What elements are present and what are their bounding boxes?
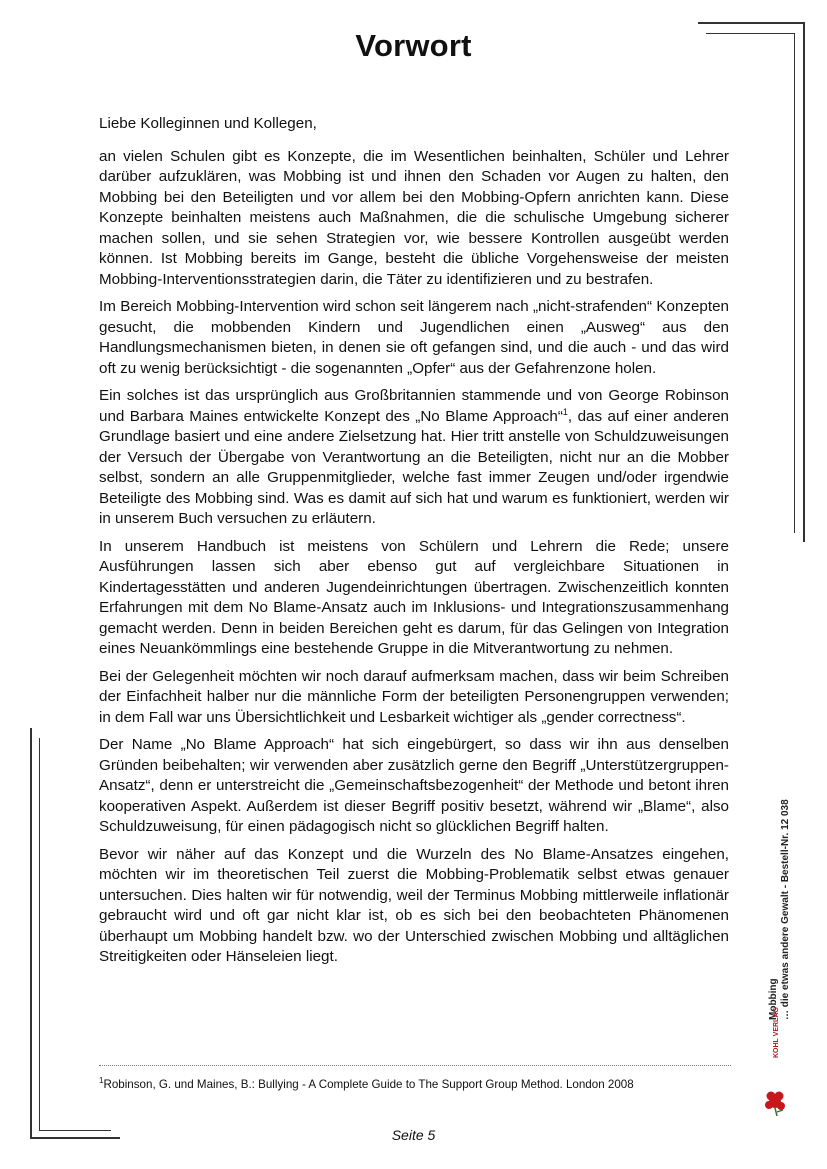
sidebar-line-1: Mobbing (768, 978, 779, 1020)
footnote-text: Robinson, G. und Maines, B.: Bullying - A Complete Guide to The Support Group Method. London 2008 (103, 1078, 634, 1091)
paragraph-3-text-start: Ein solches ist das ursprünglich aus Großbritannien stammende und von George Robinson und Barbara Maines entwickelte Konzept des „No Blame Approach“ (99, 387, 729, 425)
paragraph-3-text-end: , das auf einer anderen Grundlage basiert und eine andere Zielsetzung hat. Hier tritt anstelle von Schuldzuweisungen der Versuch der Übergabe von Verantwortung an die Beteiligten, nicht nur an die Mobber selbst, sondern an alle Gruppenmitglieder, welche fast immer Zeugen und/oder irgendwie Beteiligte des Mobbing sind. Was es damit auf sich hat und warum es funktioniert, werden wir in unserem Buch versuchen zu erläutern. (99, 407, 729, 527)
frame-top-right-horizontal-inner (706, 33, 794, 34)
paragraph-2: Im Bereich Mobbing-Intervention wird schon seit längerem nach „nicht-strafenden“ Konzepten gesucht, die mobbenden Kindern und Jugendlichen einen „Ausweg“ aus den Handlungsmechanismen bieten, in denen sie oft gefangen sind, und die auch - und das wird oft zu wenig berücksichtigt - die sogenannten „Opfer“ aus der Gefahrenzone holen. (99, 298, 729, 377)
sidebar-book-info (768, 750, 798, 1020)
paragraph-1: an vielen Schulen gibt es Konzepte, die im Wesentlichen beinhalten, Schüler und Lehrer darüber aufzuklären, was Mobbing ist und ihnen den Schaden vor Augen zu halten, den Mobbing bei den Beteiligten und vor allem bei den Mobbing-Opfern anrichten kann. Diese Konzepte beinhalten meistens auch Maßnahmen, die die schulische Umgebung sicherer machen sollen, und sie sehen Strategien vor, wie bessere Kontrollen ausgeübt werden können. Ist Mobbing bereits im Gange, besteht die übliche Vorgehensweise der meisten Mobbing-Interventionsstrategien darin, die Täter zu identifizieren und zu bestrafen. (99, 147, 729, 288)
greeting: Liebe Kolleginnen und Kollegen, (99, 115, 317, 132)
frame-left-vertical-inner (39, 738, 40, 1131)
red-flower-logo-icon (763, 1060, 801, 1118)
frame-left-vertical (30, 728, 32, 1139)
frame-right-vertical-inner (794, 33, 795, 533)
paragraph-7: Bevor wir näher auf das Konzept und die Wurzeln des No Blame-Ansatzes eingehen, möchten wir im theoretischen Teil zuerst die Mobbing-Problematik selbst etwas genauer untersuchen. Dies halten wir für notwendig, weil der Terminus Mobbing mittlerweile inflationär gebraucht wird und oft gar nicht klar ist, ob es sich bei den beobachteten Phänomenen überhaupt um Mobbing handelt bzw. wo der Unterschied zwischen Mobbing und alltäglichen Streitigkeiten oder Hänseleien liegt. (99, 845, 729, 965)
page-number: Seite 5 (391, 1127, 436, 1143)
sidebar-line-2: … die etwas andere Gewalt - Bestell-Nr. 12 038 (780, 799, 791, 1020)
frame-right-vertical (803, 22, 805, 542)
footnote-reference: 1 (562, 406, 568, 417)
footnote-separator (99, 1065, 731, 1066)
body-text (99, 114, 729, 975)
paragraph-4: In unserem Handbuch ist meistens von Schülern und Lehrern die Rede; unsere Ausführungen lassen sich aber ebenso gut auf vergleichbare Situationen in Kindertagesstätten und anderen Jugendeinrichtungen übertragen. Zwischenzeitlich konnten Erfahrungen mit dem No Blame-Ansatz auch im Inklusions- und Integrationszusammenhang gemacht werden. Denn in beiden Bereichen geht es darum, für das Gelingen von Integration eines Neuankömmlings eine bestehende Gruppe in die Mitverantwortung zu nehmen. (99, 537, 729, 657)
paragraph-3 (99, 386, 729, 530)
frame-bottom-left-horizontal-inner (39, 1130, 111, 1131)
footnote (99, 1077, 739, 1092)
paragraph-5: Bei der Gelegenheit möchten wir noch darauf aufmerksam machen, dass wir beim Schreiben der Einfachheit halber nur die männliche Form der beteiligten Personengruppen verwenden; in dem Fall war uns Übersichtlichkeit und Lesbarkeit wichtiger als „gender correctness“. (99, 667, 729, 726)
publisher-logo-text: KOHL VERLAG (773, 1007, 780, 1058)
footnote-number: 1 (99, 1076, 104, 1086)
frame-bottom-left-horizontal (30, 1137, 120, 1139)
frame-top-right-horizontal (698, 22, 804, 24)
page-title: Vorwort (355, 28, 472, 63)
paragraph-6: Der Name „No Blame Approach“ hat sich eingebürgert, so dass wir ihn aus denselben Gründen beibehalten; wir verwenden aber zusätzlich gerne den Begriff „Unterstützergruppen-Ansatz“, denn er unterstreicht die „Gemeinschaftsbezogenheit“ der Methode und betont ihren kooperativen Aspekt. Außerdem ist dieser Begriff positiv besetzt, während wir „Blame“, also Schuldzuweisung, für einen pädagogisch nicht so glücklichen Begriff halten. (99, 736, 729, 835)
